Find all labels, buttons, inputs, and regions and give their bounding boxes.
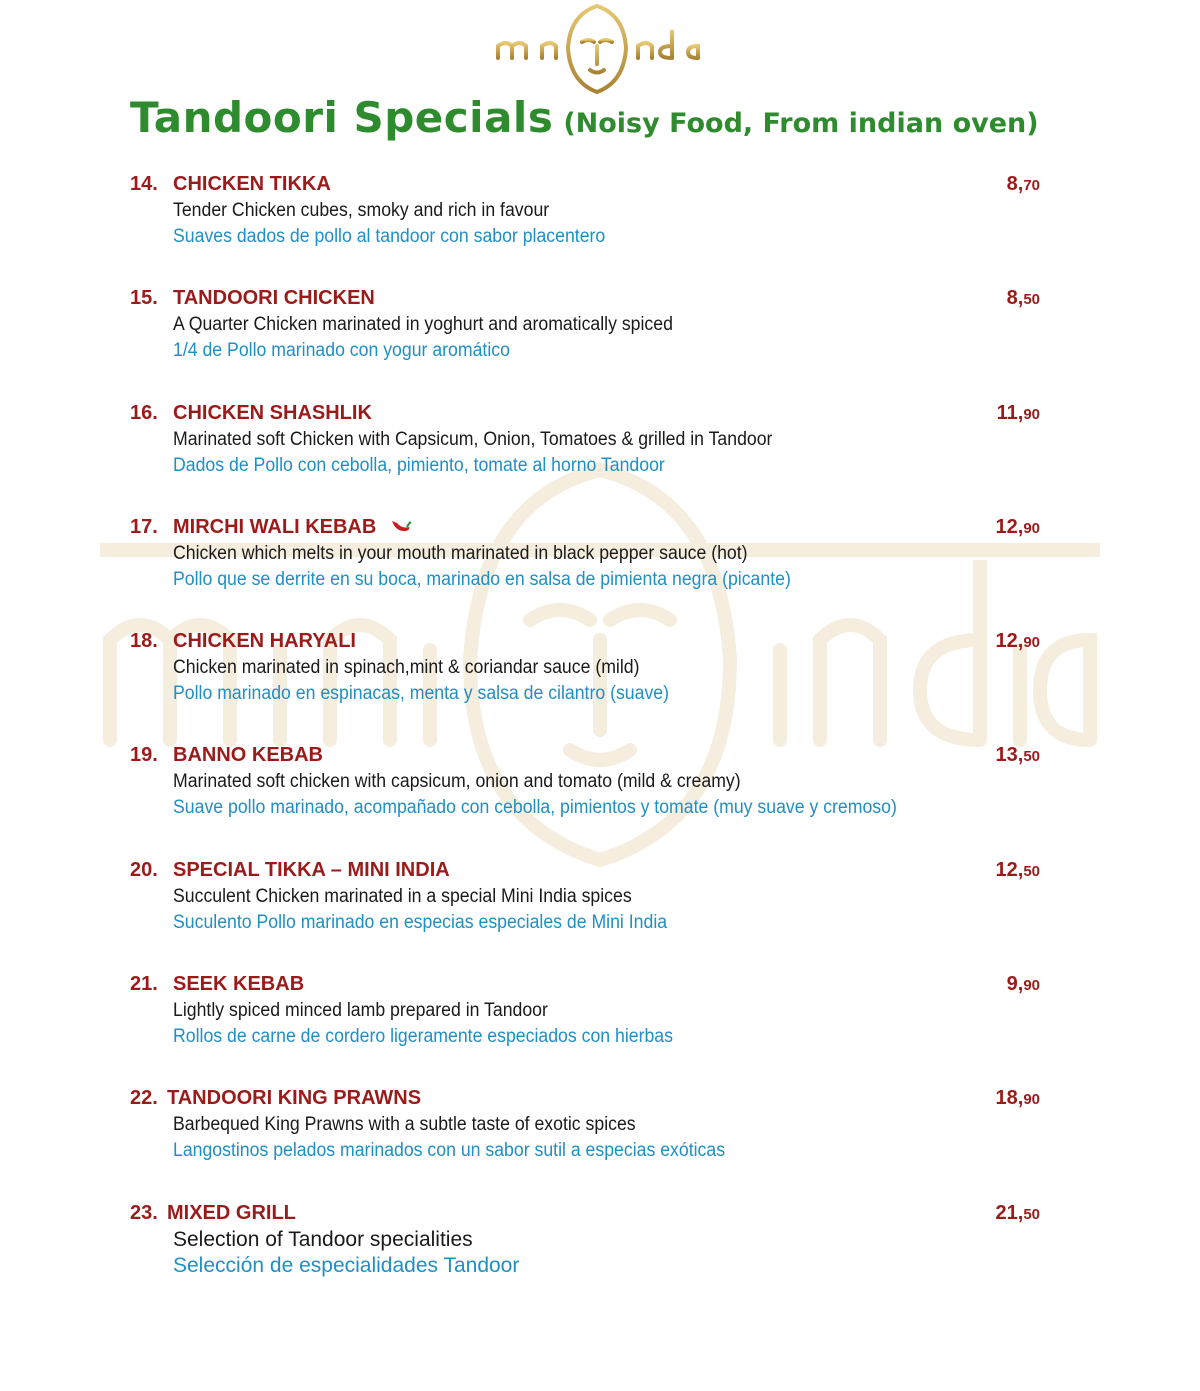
price-cents: 90 [1023, 1091, 1040, 1109]
item-number: 23. [130, 1201, 158, 1224]
brand-logo [490, 0, 705, 96]
price-whole: 9, [1006, 973, 1024, 996]
item-description-spanish: Rollos de carne de cordero ligeramente especiados con hierbas [173, 1026, 673, 1048]
item-number: 14. [130, 173, 158, 195]
item-name: CHICKEN HARYALI [173, 630, 356, 653]
menu-item [130, 285, 1040, 399]
price-cents: 90 [1023, 405, 1040, 423]
item-header [130, 171, 1040, 198]
item-name-text: MIRCHI WALI KEBAB [173, 515, 377, 538]
menu-item [130, 742, 1040, 856]
price-whole: 8, [1006, 287, 1024, 310]
item-description-english: Marinated soft chicken with capsicum, onion and tomato (mild & creamy) [173, 771, 741, 793]
item-name: BANNO KEBAB [173, 744, 323, 767]
item-description-english: Barbequed King Prawns with a subtle taste of exotic spices [173, 1114, 636, 1136]
item-header [130, 285, 1040, 312]
item-name: SPECIAL TIKKA – MINI INDIA [173, 858, 450, 881]
item-price [996, 1200, 1041, 1228]
item-header [130, 857, 1040, 884]
item-price [996, 1085, 1041, 1113]
item-number: 16. [130, 401, 158, 424]
item-number: 17. [130, 515, 158, 538]
price-whole: 13, [995, 744, 1024, 767]
title-subtitle: (Noisy Food, From indian oven) [563, 108, 1039, 139]
item-description-english: A Quarter Chicken marinated in yoghurt and aromatically spiced [173, 314, 673, 336]
menu-item [130, 628, 1040, 742]
item-description-spanish: Pollo que se derrite en su boca, marinado en salsa de pimienta negra (picante) [173, 568, 791, 590]
price-whole: 21, [995, 1201, 1024, 1224]
item-number: 22. [130, 1087, 158, 1110]
price-cents: 90 [1023, 634, 1040, 652]
item-price [1007, 285, 1040, 313]
price-cents: 50 [1023, 1205, 1040, 1223]
item-description-spanish: 1/4 de Pollo marinado con yogur aromático [173, 340, 510, 362]
menu-item [130, 514, 1040, 628]
item-name: TANDOORI KING PRAWNS [167, 1087, 422, 1110]
price-cents: 90 [1023, 519, 1040, 537]
item-number: 19. [130, 744, 158, 767]
item-name: CHICKEN TIKKA [173, 173, 331, 195]
item-header [130, 1200, 1040, 1227]
item-price [1007, 171, 1040, 199]
item-description-spanish: Suculento Pollo marinado en especias especiales de Mini India [173, 911, 668, 933]
item-price [996, 628, 1041, 656]
title-main: Tandoori Specials [130, 93, 554, 142]
item-description-english: Lightly spiced minced lamb prepared in Tandoor [173, 1000, 548, 1022]
price-whole: 12, [995, 515, 1024, 538]
price-whole: 11, [996, 401, 1024, 424]
price-cents: 50 [1023, 291, 1040, 309]
menu-item [130, 1200, 1040, 1314]
item-number: 18. [130, 630, 158, 653]
item-description-english: Chicken marinated in spinach,mint & coriandar sauce (mild) [173, 657, 640, 679]
menu-item [130, 171, 1040, 285]
item-description-english: Succulent Chicken marinated in a special Mini India spices [173, 885, 632, 907]
item-name: MIXED GRILL [167, 1201, 296, 1224]
price-whole: 12, [995, 630, 1024, 653]
menu-item [130, 1085, 1040, 1199]
item-name: CHICKEN SHASHLIK [173, 401, 372, 424]
item-header [130, 1085, 1040, 1112]
item-description-spanish: Selección de especialidades Tandoor [173, 1253, 520, 1277]
item-number: 15. [130, 287, 158, 310]
item-price [1007, 971, 1040, 999]
menu-item [130, 400, 1040, 514]
price-cents: 90 [1023, 977, 1040, 995]
item-number: 20. [130, 858, 158, 881]
item-header [130, 400, 1040, 427]
chili-pepper-icon [390, 517, 412, 535]
item-header [130, 971, 1040, 998]
item-description-spanish: Suaves dados de pollo al tandoor con sabor placentero [173, 226, 606, 247]
menu-item [130, 857, 1040, 971]
item-price [996, 742, 1041, 770]
item-description-spanish: Suave pollo marinado, acompañado con cebolla, pimientos y tomate (muy suave y cremoso) [173, 797, 897, 819]
item-name [173, 514, 412, 541]
item-price [996, 857, 1041, 885]
item-description-english: Marinated soft Chicken with Capsicum, Onion, Tomatoes & grilled in Tandoor [173, 428, 773, 450]
price-whole: 18, [995, 1087, 1024, 1110]
item-description-spanish: Dados de Pollo con cebolla, pimiento, tomate al horno Tandoor [173, 454, 665, 476]
item-header [130, 742, 1040, 769]
menu-item [130, 971, 1040, 1085]
item-description-spanish: Pollo marinado en espinacas, menta y salsa de cilantro (suave) [173, 683, 670, 705]
price-cents: 50 [1023, 748, 1040, 766]
menu-list [130, 171, 1040, 1314]
item-price [997, 400, 1040, 428]
item-name: SEEK KEBAB [173, 973, 305, 996]
item-description-english: Chicken which melts in your mouth marinated in black pepper sauce (hot) [173, 542, 748, 564]
item-number: 21. [130, 973, 158, 996]
item-name: TANDOORI CHICKEN [173, 287, 375, 310]
price-cents: 70 [1023, 177, 1040, 194]
price-cents: 50 [1023, 862, 1040, 880]
page-title [130, 93, 1039, 142]
price-whole: 12, [995, 858, 1024, 881]
item-description-english: Selection of Tandoor specialities [173, 1227, 473, 1251]
price-whole: 8, [1006, 173, 1024, 195]
item-price [996, 514, 1041, 542]
item-header [130, 628, 1040, 655]
item-description-spanish: Langostinos pelados marinados con un sabor sutil a especias exóticas [173, 1140, 726, 1162]
item-description-english: Tender Chicken cubes, smoky and rich in favour [173, 200, 550, 221]
item-header [130, 514, 1040, 541]
